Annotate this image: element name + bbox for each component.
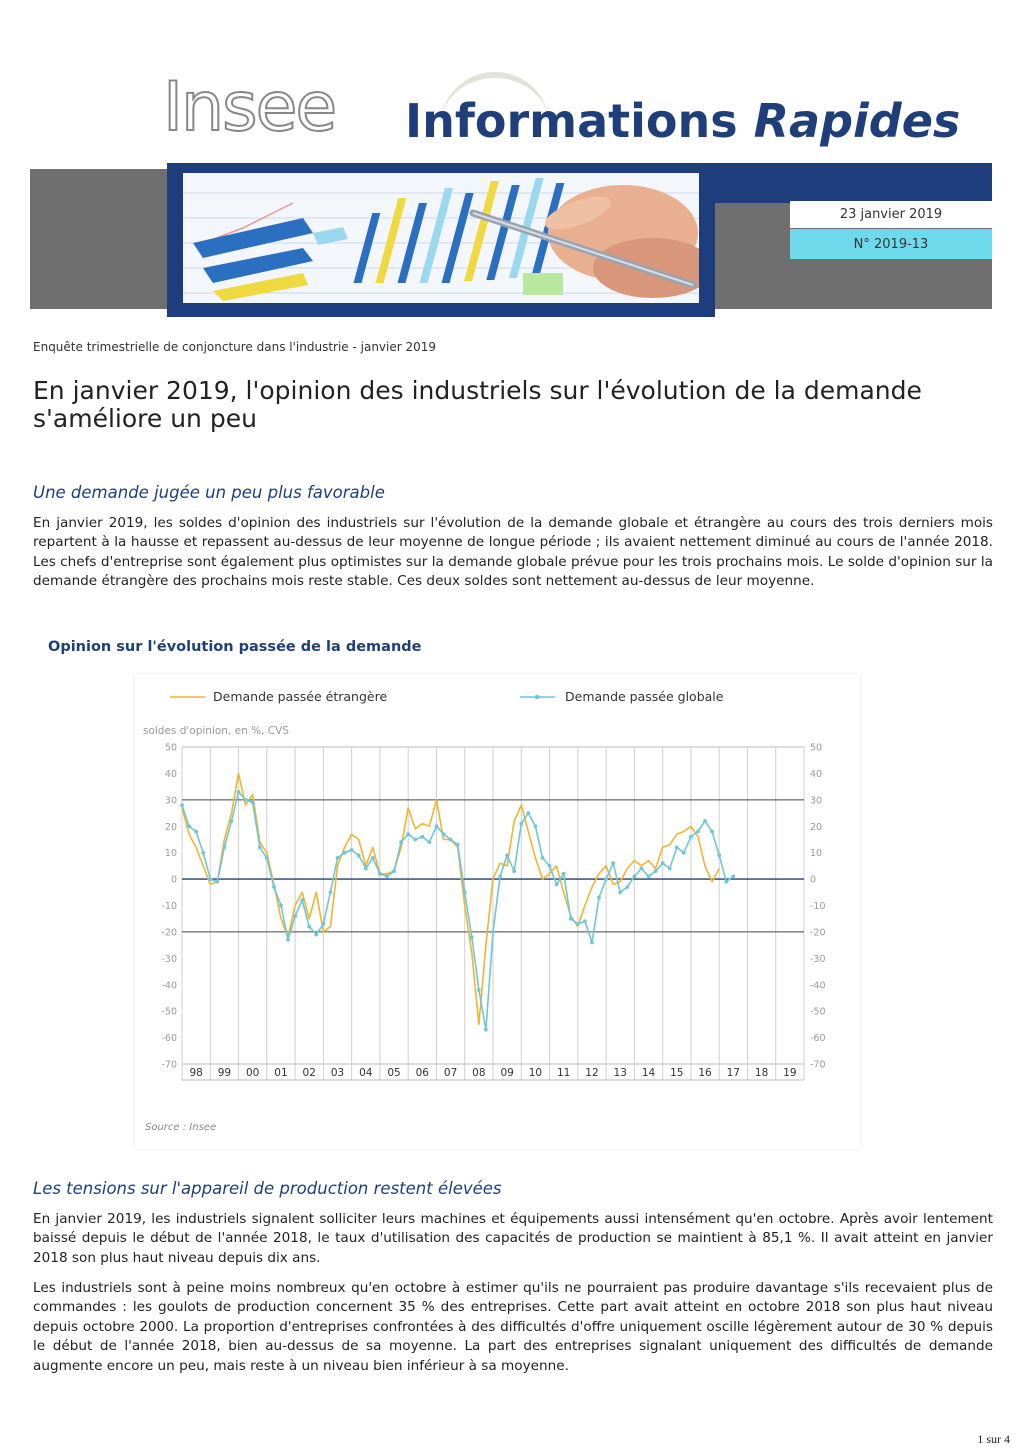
y-tick-label-right: -40	[810, 980, 826, 992]
series-point-1	[343, 851, 347, 855]
series-point-1	[562, 872, 566, 876]
y-tick-label-right: -50	[810, 1006, 826, 1018]
x-tick-label: 08	[472, 1067, 486, 1079]
series-point-1	[555, 883, 559, 887]
series-point-1	[350, 848, 354, 852]
y-tick-label-right: 20	[810, 821, 823, 833]
series-point-1	[477, 988, 481, 992]
series-point-1	[633, 875, 637, 879]
page-number: 1 sur 4	[977, 1432, 1010, 1446]
section-paragraph-production-1: En janvier 2019, les industriels signalent solliciter leurs machines et équipements aussi intensément qu'en octobre. Après avoir lentement baissé depuis le début de l'année 2018, le taux d'utilisation des capacités de production se maintient à 85,1 %. Il avait atteint en janvier 2018 son plus haut niveau depuis dix ans.	[33, 1211, 993, 1266]
y-tick-label-left: 10	[164, 848, 177, 860]
series-point-1	[576, 922, 580, 926]
y-tick-label-left: -10	[161, 901, 177, 912]
series-point-1	[647, 875, 651, 879]
series-point-1	[640, 867, 644, 871]
series-point-1	[329, 890, 333, 894]
series-line-1	[182, 792, 733, 1030]
series-point-1	[371, 856, 375, 860]
publication-title	[405, 96, 960, 147]
x-tick-label: 15	[670, 1067, 684, 1079]
series-point-1	[244, 798, 248, 802]
series-point-1	[604, 877, 608, 881]
chart-container	[135, 674, 860, 1149]
section-title-demand: Une demande jugée un peu plus favorable	[33, 483, 385, 502]
series-point-1	[201, 851, 205, 855]
y-tick-label-left: -30	[161, 953, 177, 965]
plot-area	[161, 743, 825, 1081]
series-point-1	[392, 869, 396, 873]
series-point-1	[526, 811, 530, 815]
series-point-1	[519, 822, 523, 826]
series-point-1	[470, 935, 474, 939]
series-point-1	[449, 838, 453, 842]
series-point-1	[293, 914, 297, 918]
x-tick-label: 98	[189, 1067, 203, 1079]
series-point-1	[428, 840, 432, 844]
series-point-1	[215, 880, 219, 884]
series-point-1	[625, 885, 629, 889]
x-tick-label: 07	[443, 1067, 458, 1079]
y-tick-label-left: -60	[161, 1033, 177, 1045]
line-chart	[135, 674, 860, 1149]
legend-label-global: Demande passée globale	[565, 689, 724, 704]
x-tick-label: 06	[415, 1067, 430, 1079]
series-point-1	[731, 875, 735, 879]
y-tick-label-right: -60	[810, 1033, 826, 1045]
y-tick-label-right: 10	[810, 848, 823, 860]
series-point-1	[251, 801, 255, 805]
legend-marker-global	[535, 695, 540, 700]
x-tick-label: 17	[726, 1067, 741, 1079]
series-point-1	[194, 830, 198, 834]
series-point-1	[512, 869, 516, 873]
chart-source: Source : Insee	[145, 1122, 217, 1133]
chart-legend	[170, 689, 724, 704]
x-tick-label: 16	[698, 1067, 712, 1079]
x-tick-label: 03	[330, 1067, 345, 1079]
series-point-1	[314, 933, 318, 937]
series-point-1	[223, 846, 227, 850]
series-point-1	[265, 856, 269, 860]
series-point-1	[689, 835, 693, 839]
x-tick-label: 14	[641, 1067, 656, 1079]
series-point-1	[420, 835, 424, 839]
series-point-1	[618, 890, 622, 894]
series-point-1	[703, 819, 707, 823]
series-point-1	[258, 846, 262, 850]
series-point-1	[230, 819, 234, 823]
series-point-1	[717, 853, 721, 857]
y-axis-label: soldes d'opinion, en %, CVS	[143, 725, 289, 737]
y-tick-label-right: -10	[810, 901, 826, 912]
x-tick-label: 00	[245, 1067, 260, 1079]
section-paragraph-production-2: Les industriels sont à peine moins nombreux qu'en octobre à estimer qu'ils ne pourraient pas produire davantage s'ils recevaient plus de commandes : les goulots de production concernent 35 % des entreprises. Cette part avait atteint en octobre 2018 son plus haut niveau depuis octobre 2000. La proportion d'entreprises confrontées à des difficultés d'offre uniquement oscille légèrement autour de 30 % depuis le début de l'année 2018, bien au-dessus de sa moyenne. La part des entreprises signalant uniquement des difficultés de demande augmente encore un peu, mais reste à un niveau bien inférieur à sa moyenne.	[33, 1280, 993, 1374]
page-title: En janvier 2019, l'opinion des industriels sur l'évolution de la demande s'améliore un peu	[33, 376, 922, 433]
series-point-1	[413, 838, 417, 842]
publication-title-main: Informations	[405, 94, 738, 148]
x-tick-label: 12	[585, 1067, 599, 1079]
series-point-1	[208, 877, 212, 881]
series-point-1	[569, 917, 573, 921]
series-point-1	[378, 872, 382, 876]
y-tick-label-right: 50	[810, 742, 823, 754]
series-point-1	[279, 904, 283, 908]
section-title-production: Les tensions sur l'appareil de production restent élevées	[33, 1179, 502, 1198]
insee-logo: Insee	[163, 68, 336, 147]
series-point-1	[583, 919, 587, 923]
x-tick-label: 11	[556, 1067, 571, 1079]
series-point-1	[491, 930, 495, 934]
y-tick-label-left: 0	[170, 874, 177, 886]
series-point-1	[654, 869, 658, 873]
y-tick-label-right: 40	[810, 768, 823, 780]
x-tick-label: 99	[217, 1067, 232, 1079]
series-point-1	[307, 925, 311, 929]
y-tick-label-right: -30	[810, 953, 826, 965]
series-point-1	[456, 843, 460, 847]
x-tick-label: 10	[528, 1067, 543, 1079]
y-tick-label-left: -50	[161, 1006, 177, 1018]
series-point-1	[406, 832, 410, 836]
series-point-1	[336, 856, 340, 860]
legend-label-foreign: Demande passée étrangère	[213, 689, 388, 704]
x-tick-label: 02	[302, 1067, 316, 1079]
series-point-1	[272, 885, 276, 889]
series-point-1	[498, 875, 502, 879]
x-tick-label: 01	[274, 1067, 288, 1079]
x-tick-label: 19	[783, 1067, 797, 1079]
series-line-0	[182, 773, 719, 1024]
x-tick-label: 09	[500, 1067, 514, 1079]
series-point-1	[668, 867, 672, 871]
series-point-1	[548, 864, 552, 868]
y-tick-label-right: -20	[810, 927, 826, 939]
series-point-1	[300, 898, 304, 902]
chart-title: Opinion sur l'évolution passée de la demande	[48, 639, 422, 655]
series-point-1	[237, 790, 241, 794]
survey-kicker: Enquête trimestrielle de conjoncture dans l'industrie - janvier 2019	[33, 340, 437, 354]
series-point-1	[541, 856, 545, 860]
x-tick-label: 05	[387, 1067, 401, 1079]
publication-number: N° 2019-13	[790, 229, 992, 259]
x-tick-label: 18	[754, 1067, 769, 1079]
publication-title-accent: Rapides	[753, 94, 961, 148]
series-point-1	[590, 941, 594, 945]
y-tick-label-left: -40	[161, 980, 177, 992]
series-point-1	[696, 830, 700, 834]
series-point-1	[442, 832, 446, 836]
y-tick-label-left: -20	[161, 927, 177, 939]
y-tick-label-left: 40	[164, 768, 177, 780]
publication-date: 23 janvier 2019	[790, 201, 992, 228]
y-tick-label-right: 0	[810, 874, 817, 886]
series-point-1	[357, 853, 361, 857]
header-photo	[183, 173, 699, 303]
section-paragraph-demand: En janvier 2019, les soldes d'opinion des industriels sur l'évolution de la demande globale et étrangère au cours des trois derniers mois repartent à la hausse et repassent au-dessus de leur moyenne de longue période ; ils avaient nettement diminué au cours de l'année 2018. Les chefs d'entreprise sont également plus optimistes sur la demande globale prévue pour les trois prochains mois. Le solde d'opinion sur la demande étrangère des prochains mois reste stable. Ces deux soldes sont nettement au-dessus de leur moyenne.	[33, 515, 993, 590]
y-tick-label-left: 20	[164, 821, 177, 833]
series-point-1	[682, 851, 686, 855]
series-point-1	[364, 867, 368, 871]
series-point-1	[675, 846, 679, 850]
series-point-1	[399, 840, 403, 844]
series-point-1	[484, 1028, 488, 1032]
y-tick-label-left: 30	[164, 795, 177, 807]
series-point-1	[286, 938, 290, 942]
series-point-1	[385, 875, 389, 879]
series-point-1	[322, 922, 326, 926]
y-tick-label-right: -70	[810, 1059, 826, 1071]
series-point-1	[435, 824, 439, 828]
series-point-1	[534, 824, 538, 828]
series-point-1	[505, 853, 509, 857]
series-point-1	[180, 803, 184, 807]
y-tick-label-right: 30	[810, 795, 823, 807]
x-tick-label: 04	[359, 1067, 373, 1079]
series-point-1	[661, 861, 665, 865]
series-point-1	[463, 890, 467, 894]
series-point-1	[187, 824, 191, 828]
series-point-1	[597, 896, 601, 900]
y-tick-label-left: -70	[161, 1059, 177, 1071]
series-point-1	[611, 861, 615, 865]
series-point-1	[724, 880, 728, 884]
x-tick-label: 13	[613, 1067, 627, 1079]
chart-and-pen-illustration	[183, 173, 699, 303]
series-point-1	[710, 830, 714, 834]
y-tick-label-left: 50	[164, 742, 177, 754]
